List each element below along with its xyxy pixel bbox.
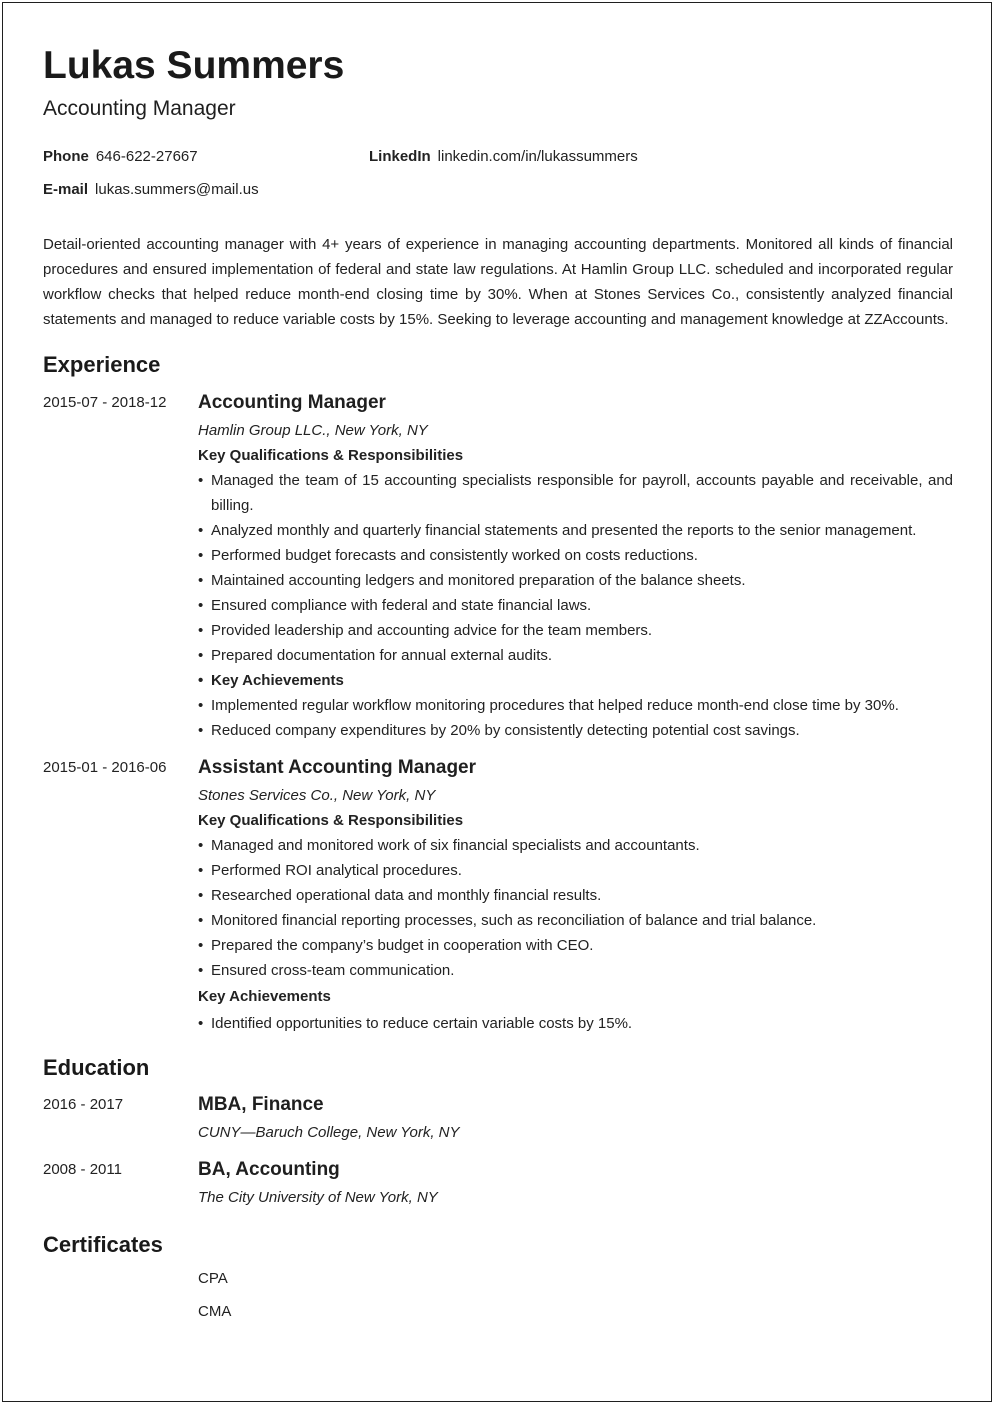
education-dates: 2008 - 2011 (43, 1161, 122, 1178)
list-item: • Provided leadership and accounting advice for the team members. (198, 618, 953, 643)
list-item: • Identified opportunities to reduce certain variable costs by 15%. (198, 1011, 953, 1036)
education-heading: Education (43, 1055, 150, 1080)
list-item: • Analyzed monthly and quarterly financial statements and presented the reports to the senior management. (198, 518, 953, 543)
linkedin-label: LinkedIn (369, 148, 431, 165)
list-item: • Performed ROI analytical procedures. (198, 858, 953, 883)
school-location: The City University of New York, NY (198, 1189, 438, 1206)
list-item: • Managed and monitored work of six financial specialists and accountants. (198, 833, 953, 858)
qualifications-heading: Key Qualifications & Responsibilities (198, 447, 464, 464)
list-item: • Prepared the company’s budget in cooperation with CEO. (198, 933, 953, 958)
company-location: Hamlin Group LLC., New York, NY (198, 422, 428, 439)
list-item: • Maintained accounting ledgers and monitored preparation of the balance sheets. (198, 568, 953, 593)
qualifications-heading: Key Qualifications & Responsibilities (198, 812, 464, 829)
achievements-list (198, 1011, 953, 1036)
certificates-heading: Certificates (43, 1232, 163, 1257)
email-label: E-mail (43, 181, 89, 198)
education-body (198, 1094, 953, 1145)
achievements-heading: Key Achievements (198, 988, 331, 1005)
experience-body (198, 757, 953, 1036)
experience-heading: Experience (43, 352, 161, 377)
degree-title: MBA, Finance (198, 1094, 324, 1115)
phone-value[interactable]: 646-622-27667 (95, 148, 198, 165)
responsibilities-list (198, 468, 953, 743)
list-item: • Researched operational data and monthly financial results. (198, 883, 953, 908)
list-item: • Ensured cross-team communication. (198, 958, 953, 983)
list-item: • Reduced company expenditures by 20% by consistently detecting potential cost savings. (198, 718, 953, 743)
email-value[interactable]: lukas.summers@mail.us (95, 181, 259, 198)
resume-page (2, 2, 992, 1402)
linkedin-value[interactable]: linkedin.com/in/lukassummers (437, 148, 638, 165)
job-title: Accounting Manager (198, 392, 386, 413)
company-location: Stones Services Co., New York, NY (198, 787, 436, 804)
list-item: • Implemented regular workflow monitoring procedures that helped reduce month-end close time by 30%. (198, 693, 953, 718)
candidate-name: Lukas Summers (43, 44, 345, 87)
experience-body (198, 392, 953, 743)
certificate-item: CMA (198, 1303, 232, 1320)
list-item: • Ensured compliance with federal and state financial laws. (198, 593, 953, 618)
contact-phone (43, 147, 198, 167)
contact-linkedin (369, 147, 638, 167)
education-body (198, 1159, 953, 1210)
education-dates: 2016 - 2017 (43, 1096, 124, 1113)
list-item: • Managed the team of 15 accounting specialists responsible for payroll, accounts payable and receivable, and billing. (198, 468, 953, 518)
school-location: CUNY—Baruch College, New York, NY (198, 1124, 460, 1141)
list-item: • Performed budget forecasts and consistently worked on costs reductions. (198, 543, 953, 568)
contact-email (43, 180, 259, 200)
phone-label: Phone (43, 148, 89, 165)
certificate-item: CPA (198, 1270, 228, 1287)
list-item: • Prepared documentation for annual external audits. (198, 643, 953, 668)
summary-paragraph: Detail-oriented accounting manager with 4+ years of experience in managing accounting departments. Monitored all kinds of financial procedures and ensured implementation of federal and state law regulations. At Hamlin Group LLC. scheduled and incorporated regular workflow checks that helped reduce month-end closing time by 30%. When at Stones Services Co., consistently analyzed financial statements and managed to reduce variable costs by 15%. Seeking to leverage accounting and management knowledge at ZZAccounts. (43, 236, 953, 328)
experience-dates: 2015-07 - 2018-12 (43, 394, 167, 411)
responsibilities-list (198, 833, 953, 983)
job-title: Assistant Accounting Manager (198, 757, 477, 778)
degree-title: BA, Accounting (198, 1159, 340, 1180)
list-item: • Monitored financial reporting processes, such as reconciliation of balance and trial balance. (198, 908, 953, 933)
candidate-role: Accounting Manager (43, 97, 236, 120)
experience-dates: 2015-01 - 2016-06 (43, 759, 167, 776)
achievements-heading: • Key Achievements (198, 668, 953, 693)
